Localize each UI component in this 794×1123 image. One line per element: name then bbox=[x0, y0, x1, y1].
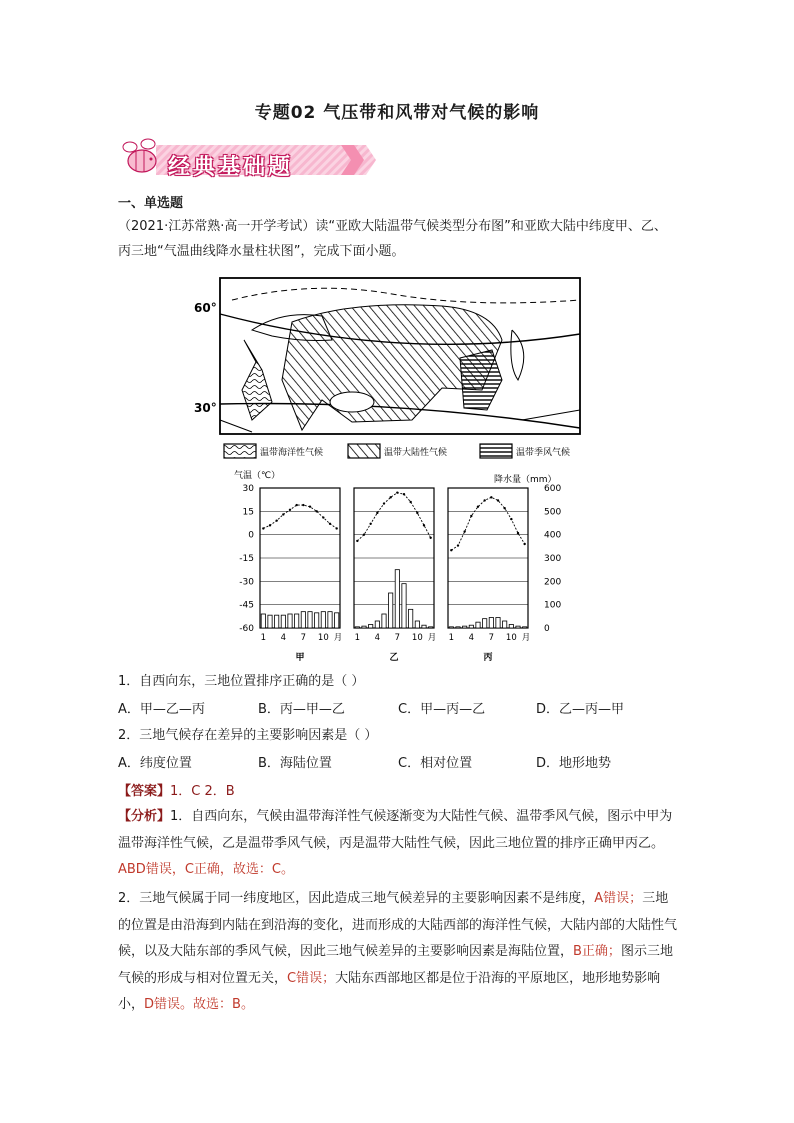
temp-axis-label: 气温（℃） bbox=[234, 471, 281, 481]
q1-option-d[interactable]: D．乙—丙—甲 bbox=[536, 702, 625, 717]
precip-tick: 100 bbox=[544, 600, 562, 611]
temp-tick: -15 bbox=[239, 554, 254, 564]
precip-bar bbox=[469, 625, 473, 628]
precip-bar bbox=[369, 625, 373, 629]
question-1-stem: 1．自西向东，三地位置排序正确的是（ ） bbox=[118, 674, 365, 689]
month-tick: 月 bbox=[333, 633, 343, 643]
precip-bar bbox=[281, 615, 285, 628]
lat-30-label: 30° bbox=[194, 401, 217, 415]
precip-tick: 0 bbox=[544, 624, 550, 634]
month-tick: 7 bbox=[488, 633, 495, 643]
analysis-p1-tail: ABD错误，C正确，故选：C。 bbox=[118, 862, 294, 877]
precip-tick: 600 bbox=[544, 484, 562, 494]
precip-bar bbox=[375, 621, 379, 628]
precip-tick: 300 bbox=[544, 554, 562, 564]
precip-bar bbox=[509, 625, 513, 629]
precip-bar bbox=[463, 626, 467, 628]
panel-label: 乙 bbox=[389, 653, 399, 663]
month-tick: 10 bbox=[411, 633, 423, 643]
precip-bar bbox=[489, 618, 493, 629]
month-tick: 月 bbox=[427, 633, 437, 643]
precip-bar bbox=[449, 627, 453, 628]
precip-bar bbox=[516, 626, 520, 628]
answer-label: 【答案】 bbox=[118, 784, 171, 799]
month-tick: 4 bbox=[280, 633, 287, 643]
answer-text: 1．C 2．B bbox=[170, 784, 235, 799]
analysis-p1-text: 1．自西向东，气候由温带海洋性气候逐渐变为大陆性气候、温带季风气候，图示中甲为温带海洋性气候，乙是温带季风气候，丙是温带大陆性气候，因此三地位置的排序正确甲丙乙。 bbox=[118, 809, 673, 851]
analysis-p2-b: A错误； bbox=[594, 891, 643, 906]
analysis-p2-h: D错误。故选：B。 bbox=[144, 997, 254, 1012]
answer-line bbox=[118, 780, 235, 799]
temp-tick: 0 bbox=[248, 530, 254, 541]
legend-monsoon: 温带季风气候 bbox=[516, 448, 571, 458]
precip-tick: 400 bbox=[544, 530, 562, 541]
month-tick: 7 bbox=[300, 633, 307, 643]
temp-tick: -60 bbox=[239, 624, 254, 634]
precip-bar bbox=[429, 627, 433, 628]
eurasia-climate-map bbox=[220, 278, 580, 434]
section-heading: 一、单选题 bbox=[118, 196, 184, 211]
analysis-p2-g: 大陆东西部地区都是位于沿海的平原地区，地形地势影响小， bbox=[118, 970, 661, 1012]
q2-option-c[interactable]: C．相对位置 bbox=[398, 756, 473, 771]
page-title: 专题02 气压带和风带对气候的影响 bbox=[254, 103, 540, 123]
precip-bar bbox=[308, 612, 312, 628]
question-intro: （2021·江苏常熟·高一开学考试）读“亚欧大陆温带气候类型分布图”和亚欧大陆中纬度甲、乙、丙三地“气温曲线降水量柱状图”，完成下面小题。 bbox=[118, 219, 667, 259]
month-tick: 1 bbox=[260, 633, 267, 643]
precip-bar bbox=[422, 625, 426, 628]
climate-figure bbox=[192, 270, 602, 670]
precip-bar bbox=[389, 593, 393, 628]
map-legend bbox=[224, 444, 570, 458]
climate-charts bbox=[239, 484, 561, 663]
month-tick: 4 bbox=[374, 633, 381, 643]
question-2-stem: 2．三地气候存在差异的主要影响因素是（ ） bbox=[118, 728, 378, 743]
precip-bar bbox=[456, 627, 460, 628]
q1-option-b[interactable]: B．丙—甲—乙 bbox=[258, 702, 345, 717]
q1-option-a[interactable]: A．甲—乙—丙 bbox=[118, 702, 205, 717]
precip-bar bbox=[503, 621, 507, 628]
precip-axis-label: 降水量（mm） bbox=[494, 475, 557, 485]
analysis-label: 【分析】 bbox=[118, 809, 171, 824]
q1-option-c[interactable]: C．甲—丙—乙 bbox=[398, 702, 486, 717]
precip-bar bbox=[335, 613, 339, 628]
panel-label: 丙 bbox=[483, 653, 493, 663]
precip-bar bbox=[268, 615, 272, 628]
temp-tick: 30 bbox=[242, 484, 254, 494]
legend-oceanic: 温带海洋性气候 bbox=[260, 448, 324, 458]
analysis-p2 bbox=[118, 886, 678, 1019]
month-tick: 1 bbox=[448, 633, 455, 643]
banner-label: 经典基础题 bbox=[168, 155, 294, 180]
q2-option-b[interactable]: B．海陆位置 bbox=[258, 756, 332, 771]
precip-bar bbox=[402, 584, 406, 628]
analysis-p2-c: 三地的位置是由沿海到内陆在到沿海的变化，进而形成的大陆西部的海洋性气候，大陆内部的大陆性气候，以及大陆东部的季风气候，因此三地气候差异的主要影响因素是海陆位置， bbox=[118, 891, 678, 959]
month-tick: 4 bbox=[468, 633, 475, 643]
analysis-p2-e: 图示三地气候的形成与相对位置无关， bbox=[118, 944, 673, 986]
temp-tick: 15 bbox=[242, 507, 254, 518]
precip-tick: 200 bbox=[544, 577, 562, 588]
precip-bar bbox=[483, 619, 487, 628]
precip-bar bbox=[295, 614, 299, 628]
temp-tick: -45 bbox=[239, 600, 254, 611]
q2-option-a[interactable]: A．纬度位置 bbox=[118, 756, 192, 771]
legend-continental: 温带大陆性气候 bbox=[384, 448, 448, 458]
precip-bar bbox=[409, 609, 413, 628]
precip-bar bbox=[382, 614, 386, 628]
legend-swatch-continental bbox=[348, 444, 380, 458]
precip-bar bbox=[328, 612, 332, 628]
precip-bar bbox=[476, 622, 480, 628]
precip-bar bbox=[362, 626, 366, 628]
month-tick: 7 bbox=[394, 633, 401, 643]
precip-bar bbox=[395, 570, 399, 628]
precip-tick: 500 bbox=[544, 507, 562, 518]
precip-bar bbox=[321, 612, 325, 628]
precip-bar bbox=[301, 612, 305, 628]
precip-bar bbox=[275, 615, 279, 628]
precip-bar bbox=[315, 613, 319, 628]
month-tick: 10 bbox=[505, 633, 517, 643]
analysis-p2-a: 2．三地气候属于同一纬度地区，因此造成三地气候差异的主要影响因素不是纬度， bbox=[118, 891, 595, 906]
analysis-p2-f: C错误； bbox=[287, 970, 336, 986]
panel-label: 甲 bbox=[295, 653, 305, 663]
lat-60-label: 60° bbox=[194, 301, 217, 315]
month-tick: 10 bbox=[317, 633, 329, 643]
month-tick: 1 bbox=[354, 633, 361, 643]
legend-swatch-monsoon bbox=[480, 444, 512, 458]
precip-bar bbox=[415, 621, 419, 628]
precip-bar bbox=[288, 614, 292, 628]
precip-bar bbox=[523, 627, 527, 628]
precip-bar bbox=[355, 627, 359, 628]
precip-bar bbox=[261, 614, 265, 628]
analysis-p2-d: B正确； bbox=[573, 944, 621, 959]
legend-swatch-oceanic bbox=[224, 444, 256, 458]
bee-icon bbox=[123, 139, 156, 172]
month-tick: 月 bbox=[521, 633, 531, 643]
analysis-p1 bbox=[118, 804, 678, 884]
precip-bar bbox=[496, 618, 500, 629]
temp-tick: -30 bbox=[239, 577, 254, 588]
q2-option-d[interactable]: D．地形地势 bbox=[536, 756, 612, 771]
